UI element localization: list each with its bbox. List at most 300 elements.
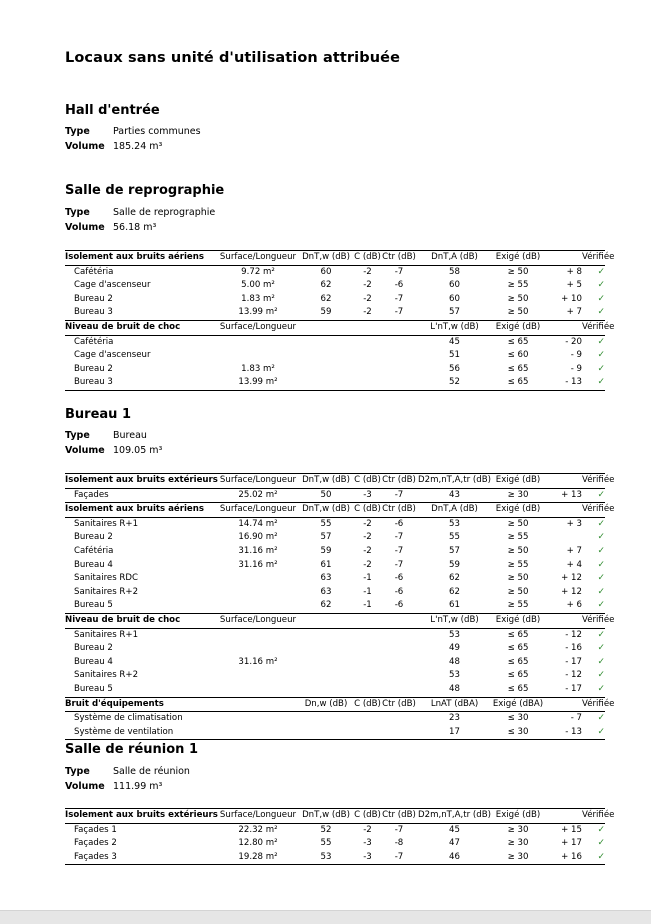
table-cell: -7 <box>394 307 404 318</box>
table-cell <box>354 363 381 377</box>
table-cell: 48 <box>449 683 460 694</box>
table-cell: - 13 <box>565 377 582 388</box>
table-header-row <box>65 474 605 489</box>
row-label: Bureau 2 <box>74 643 113 654</box>
table-cell: ≤ 65 <box>507 629 529 640</box>
table-row <box>65 517 605 531</box>
table-cell: ≥ 30 <box>507 838 529 849</box>
header-cell <box>544 251 582 266</box>
row-label: Bureau 3 <box>74 307 113 318</box>
volume-value: 56.18 m³ <box>113 222 157 233</box>
table-reunion <box>65 808 615 865</box>
header-cell: Ctr (dB) <box>382 698 416 709</box>
volume-label: Volume <box>65 141 105 152</box>
checkmark-icon: ✓ <box>597 656 605 667</box>
table-cell: -7 <box>394 266 404 277</box>
row-label: Système de ventilation <box>74 726 174 737</box>
table-cell <box>381 683 417 697</box>
table-cell: ≤ 65 <box>507 336 529 347</box>
table-cell: -6 <box>394 586 404 597</box>
prop-type-hall <box>65 125 201 139</box>
checkmark-icon: ✓ <box>597 824 605 835</box>
header-cell: Vérifiée <box>582 475 615 485</box>
table-cell: ≤ 65 <box>507 643 529 654</box>
header-cell: Isolement aux bruits extérieurs <box>65 810 218 820</box>
table-cell: ≥ 50 <box>507 545 529 556</box>
table-cell: ≤ 30 <box>507 713 529 724</box>
row-label: Bureau 2 <box>74 363 113 374</box>
table-cell: 16.90 m² <box>238 532 278 543</box>
table-cell: ≤ 65 <box>507 363 529 374</box>
row-label: Bureau 4 <box>74 656 113 667</box>
header-cell: Ctr (dB) <box>382 810 416 820</box>
row-label: Cafétéria <box>74 545 114 556</box>
type-label: Type <box>65 126 90 137</box>
table-cell: ≥ 55 <box>507 559 529 570</box>
table-cell: ≥ 30 <box>507 489 529 500</box>
table-cell <box>218 642 298 656</box>
table-header-row <box>65 809 605 824</box>
header-cell: Niveau de bruit de choc <box>65 614 181 625</box>
volume-value: 185.24 m³ <box>113 141 163 152</box>
table-row <box>65 851 605 865</box>
volume-label: Volume <box>65 781 105 792</box>
table-cell: 62 <box>320 600 332 611</box>
table-cell: 53 <box>449 518 460 529</box>
table-cell: 13.99 m² <box>238 307 278 318</box>
prop-type-repro <box>65 206 215 220</box>
table-cell: + 15 <box>561 824 582 835</box>
table-row <box>65 279 605 293</box>
table-cell: + 5 <box>566 280 582 291</box>
table-cell: 46 <box>449 851 460 862</box>
table-cell: -7 <box>394 293 404 304</box>
header-cell: DnT,w (dB) <box>302 810 350 820</box>
table-cell <box>354 712 381 726</box>
table-cell: 43 <box>449 489 460 500</box>
row-label: Bureau 3 <box>74 377 113 388</box>
header-cell: Vérifiée <box>582 321 615 332</box>
header-cell: Bruit d'équipements <box>65 698 164 709</box>
table-cell: - 13 <box>565 726 582 737</box>
checkmark-icon: ✓ <box>597 489 605 500</box>
table-cell: -7 <box>394 532 404 543</box>
header-cell <box>544 474 582 489</box>
page-title: Locaux sans unité d'utilisation attribuée <box>65 50 401 66</box>
table-cell: - 17 <box>565 683 582 694</box>
table-cell: + 12 <box>561 573 582 584</box>
header-cell: C (dB) <box>354 698 381 709</box>
checkmark-icon: ✓ <box>597 838 605 849</box>
table-cell: 48 <box>449 656 460 667</box>
table-cell: ≥ 55 <box>507 600 529 611</box>
header-cell <box>354 613 381 628</box>
type-value: Parties communes <box>113 126 201 137</box>
table-cell: - 12 <box>565 629 582 640</box>
table-cell <box>218 683 298 697</box>
header-cell: Exigé (dB) <box>495 810 541 820</box>
verified-cell <box>582 823 605 837</box>
table-cell: + 7 <box>566 307 582 318</box>
header-cell: Ctr (dB) <box>382 475 416 485</box>
table-cell: -3 <box>363 838 372 849</box>
table-cell: ≥ 50 <box>507 293 529 304</box>
table-cell: ≥ 50 <box>507 307 529 318</box>
volume-label: Volume <box>65 222 105 233</box>
table-row <box>65 837 605 851</box>
row-label: Cafétéria <box>74 336 114 347</box>
prop-type-bureau1 <box>65 429 147 443</box>
verified-cell <box>582 683 605 697</box>
table-cell: 55 <box>449 532 460 543</box>
table-cell <box>354 656 381 670</box>
table-row <box>65 586 605 600</box>
checkmark-icon: ✓ <box>597 350 605 361</box>
table-cell: -1 <box>363 573 372 584</box>
table-cell <box>354 669 381 683</box>
row-label: Sanitaires R+2 <box>74 586 139 597</box>
table-cell: -7 <box>394 489 404 500</box>
header-cell: Ctr (dB) <box>382 504 416 515</box>
table-cell: 62 <box>320 293 332 304</box>
table-row <box>65 559 605 573</box>
table-row <box>65 669 605 683</box>
header-cell: C (dB) <box>354 810 381 820</box>
header-cell: Surface/Longueur <box>219 810 297 820</box>
table-cell: 59 <box>320 545 332 556</box>
table-row <box>65 531 605 545</box>
verified-cell <box>582 293 605 307</box>
verified-cell <box>582 669 605 683</box>
header-cell: Exigé (dB) <box>495 321 541 332</box>
table-cell <box>381 712 417 726</box>
table-cell <box>298 376 354 390</box>
table-cell: -7 <box>394 851 404 862</box>
table-cell: ≥ 50 <box>507 573 529 584</box>
header-cell: Surface/Longueur <box>219 475 297 485</box>
table-cell: 57 <box>449 545 460 556</box>
table-cell <box>381 349 417 363</box>
header-cell: Exigé (dB) <box>495 475 541 485</box>
verified-cell <box>582 517 605 531</box>
header-cell <box>218 697 298 712</box>
table-cell: 52 <box>320 824 332 835</box>
header-cell: Dn,w (dB) <box>304 698 348 709</box>
table-cell: 57 <box>320 532 332 543</box>
checkmark-icon: ✓ <box>597 266 605 277</box>
header-cell <box>544 503 582 518</box>
table-cell: 62 <box>320 280 332 291</box>
table-cell <box>381 376 417 390</box>
table-cell: 25.02 m² <box>238 489 278 500</box>
section-title-reunion: Salle de réunion 1 <box>65 742 198 757</box>
table-row <box>65 599 605 613</box>
header-cell: Exigé (dB) <box>495 252 541 262</box>
prop-volume-bureau1 <box>65 444 162 458</box>
verified-cell <box>582 376 605 390</box>
table-cell: -2 <box>363 518 372 529</box>
table-cell: 50 <box>320 489 332 500</box>
header-cell <box>381 613 417 628</box>
table-cell: 58 <box>449 266 460 277</box>
row-label: Système de climatisation <box>74 713 183 724</box>
table-cell: 13.99 m² <box>238 377 278 388</box>
table-cell: - 9 <box>570 363 582 374</box>
checkmark-icon: ✓ <box>597 670 605 681</box>
table-cell: -7 <box>394 545 404 556</box>
table-cell <box>298 669 354 683</box>
table-cell: 47 <box>449 838 460 849</box>
verified-cell <box>582 545 605 559</box>
table-header-row <box>65 320 605 335</box>
header-cell: Surface/Longueur <box>219 321 297 332</box>
table-cell <box>354 628 381 642</box>
header-cell <box>544 697 582 712</box>
prop-volume-reunion <box>65 780 162 794</box>
table-cell <box>218 586 298 600</box>
row-label: Bureau 5 <box>74 600 113 611</box>
table-header-row <box>65 503 605 518</box>
table-cell <box>298 683 354 697</box>
row-label: Cage d'ascenseur <box>74 280 151 291</box>
verified-cell <box>582 586 605 600</box>
row-label: Bureau 2 <box>74 532 113 543</box>
table-cell: 23 <box>449 713 460 724</box>
table-cell: -6 <box>394 280 404 291</box>
table-cell: 60 <box>449 293 460 304</box>
table-cell: 1.83 m² <box>241 293 275 304</box>
verified-cell <box>582 279 605 293</box>
checkmark-icon: ✓ <box>597 336 605 347</box>
table-cell: -2 <box>363 545 372 556</box>
type-value: Salle de reprographie <box>113 207 216 218</box>
verified-cell <box>582 531 605 545</box>
table-cell: ≤ 65 <box>507 377 529 388</box>
table-cell <box>298 712 354 726</box>
table-row <box>65 349 605 363</box>
table-cell: + 4 <box>566 559 582 570</box>
table-cell: 57 <box>449 307 460 318</box>
header-cell: Vérifiée <box>582 698 615 709</box>
header-cell: DnT,A (dB) <box>431 504 478 515</box>
row-label: Bureau 2 <box>74 293 113 304</box>
table-cell: ≥ 50 <box>507 586 529 597</box>
verified-cell <box>582 572 605 586</box>
viewer-bottom-bar <box>0 910 651 924</box>
verified-cell <box>582 559 605 573</box>
table-cell <box>381 642 417 656</box>
table-cell <box>354 683 381 697</box>
header-cell <box>354 320 381 335</box>
table-cell: 63 <box>320 586 332 597</box>
table-cell: 9.72 m² <box>241 266 275 277</box>
table-cell <box>298 335 354 349</box>
table-cell <box>298 363 354 377</box>
verified-cell <box>582 628 605 642</box>
header-cell <box>544 320 582 335</box>
table-cell: 62 <box>449 573 460 584</box>
table-bureau1 <box>65 473 615 740</box>
table-cell: ≤ 60 <box>507 350 529 361</box>
checkmark-icon: ✓ <box>597 713 605 724</box>
table-cell: -1 <box>363 586 372 597</box>
table-cell <box>298 656 354 670</box>
header-cell: Isolement aux bruits aériens <box>65 504 204 515</box>
checkmark-icon: ✓ <box>597 545 605 556</box>
header-cell: L'nT,w (dB) <box>430 321 479 332</box>
header-cell <box>298 613 354 628</box>
verified-cell <box>582 726 605 740</box>
table-cell: 56 <box>449 363 460 374</box>
type-label: Type <box>65 207 90 218</box>
table-cell: - 9 <box>570 350 582 361</box>
table-row <box>65 628 605 642</box>
table-row <box>65 363 605 377</box>
header-cell: DnT,w (dB) <box>302 252 350 262</box>
table-cell <box>218 335 298 349</box>
table-cell: ≥ 55 <box>507 280 529 291</box>
table-cell: - 17 <box>565 656 582 667</box>
row-label: Bureau 5 <box>74 683 113 694</box>
section-title-repro: Salle de reprographie <box>65 183 225 198</box>
table-cell: + 16 <box>561 851 582 862</box>
table-cell: 31.16 m² <box>238 656 278 667</box>
table-cell: ≥ 30 <box>507 851 529 862</box>
table-cell <box>381 335 417 349</box>
table-cell <box>381 726 417 740</box>
header-cell: DnT,w (dB) <box>302 475 350 485</box>
table-cell <box>354 376 381 390</box>
table-cell: -7 <box>394 824 404 835</box>
checkmark-icon: ✓ <box>597 518 605 529</box>
header-cell <box>381 320 417 335</box>
table-cell: ≤ 65 <box>507 670 529 681</box>
checkmark-icon: ✓ <box>597 683 605 694</box>
type-value: Bureau <box>113 430 147 441</box>
checkmark-icon: ✓ <box>597 726 605 737</box>
table-cell: -2 <box>363 266 372 277</box>
table-header-row <box>65 251 605 266</box>
table-cell: 62 <box>449 586 460 597</box>
prop-volume-repro <box>65 221 156 235</box>
table-cell <box>218 572 298 586</box>
header-cell <box>298 320 354 335</box>
header-cell: Surface/Longueur <box>219 614 297 625</box>
row-label: Sanitaires R+1 <box>74 629 139 640</box>
table-cell: ≤ 65 <box>507 656 529 667</box>
table-cell: 19.28 m² <box>238 851 278 862</box>
table-row <box>65 656 605 670</box>
header-cell: DnT,A (dB) <box>431 252 478 262</box>
header-cell <box>544 613 582 628</box>
table-cell: - 12 <box>565 670 582 681</box>
table-cell: 61 <box>449 600 460 611</box>
header-cell: Surface/Longueur <box>219 504 297 515</box>
table-cell: -2 <box>363 293 372 304</box>
table-cell <box>298 349 354 363</box>
table-cell: 60 <box>320 266 332 277</box>
header-cell: Surface/Longueur <box>219 252 297 262</box>
table-cell: 22.32 m² <box>238 824 278 835</box>
table-cell: 1.83 m² <box>241 363 275 374</box>
table-cell: -3 <box>363 489 372 500</box>
table-cell: ≥ 30 <box>507 824 529 835</box>
table-cell <box>218 599 298 613</box>
table-cell: 31.16 m² <box>238 559 278 570</box>
volume-label: Volume <box>65 445 105 456</box>
table-cell: -6 <box>394 573 404 584</box>
table-cell <box>354 349 381 363</box>
table-cell: + 12 <box>561 586 582 597</box>
table-cell: -6 <box>394 518 404 529</box>
header-cell: Isolement aux bruits extérieurs <box>65 475 218 485</box>
volume-value: 109.05 m³ <box>113 445 163 456</box>
header-cell: Ctr (dB) <box>382 252 416 262</box>
table-row <box>65 712 605 726</box>
row-label: Façades 3 <box>74 851 117 862</box>
table-row <box>65 726 605 740</box>
table-row <box>65 545 605 559</box>
table-cell: -2 <box>363 559 372 570</box>
row-label: Sanitaires R+1 <box>74 518 139 529</box>
table-cell <box>354 726 381 740</box>
verified-cell <box>582 837 605 851</box>
table-cell: 53 <box>449 629 460 640</box>
section-title-bureau1: Bureau 1 <box>65 407 131 422</box>
verified-cell <box>582 656 605 670</box>
table-cell: 5.00 m² <box>241 280 275 291</box>
table-cell: 14.74 m² <box>238 518 278 529</box>
table-cell: + 6 <box>566 600 582 611</box>
table-repro <box>65 250 615 391</box>
header-cell: Vérifiée <box>582 504 615 515</box>
header-cell: Vérifiée <box>582 252 615 262</box>
header-cell: Isolement aux bruits aériens <box>65 252 204 262</box>
checkmark-icon: ✓ <box>597 851 605 862</box>
verified-cell <box>582 306 605 320</box>
table-row <box>65 642 605 656</box>
header-cell: Exigé (dBA) <box>492 698 544 709</box>
type-label: Type <box>65 766 90 777</box>
table-cell <box>381 628 417 642</box>
row-label: Sanitaires RDC <box>74 573 139 584</box>
checkmark-icon: ✓ <box>597 280 605 291</box>
table-cell: 49 <box>449 643 460 654</box>
table-cell: 55 <box>320 838 332 849</box>
table-row <box>65 488 605 503</box>
table-cell <box>298 628 354 642</box>
table-row <box>65 823 605 837</box>
table-cell: 55 <box>320 518 332 529</box>
table-cell: ≤ 65 <box>507 683 529 694</box>
row-label: Sanitaires R+2 <box>74 670 139 681</box>
table-cell <box>218 712 298 726</box>
table-cell: ≤ 30 <box>507 726 529 737</box>
table-row <box>65 293 605 307</box>
checkmark-icon: ✓ <box>597 363 605 374</box>
checkmark-icon: ✓ <box>597 307 605 318</box>
table-cell: 60 <box>449 280 460 291</box>
table-row <box>65 335 605 349</box>
checkmark-icon: ✓ <box>597 377 605 388</box>
checkmark-icon: ✓ <box>597 643 605 654</box>
table-cell: -2 <box>363 824 372 835</box>
header-cell: D2m,nT,A,tr (dB) <box>418 475 491 485</box>
table-row <box>65 306 605 320</box>
header-cell <box>544 809 582 824</box>
table-cell: 45 <box>449 824 460 835</box>
table-cell: 61 <box>320 559 332 570</box>
